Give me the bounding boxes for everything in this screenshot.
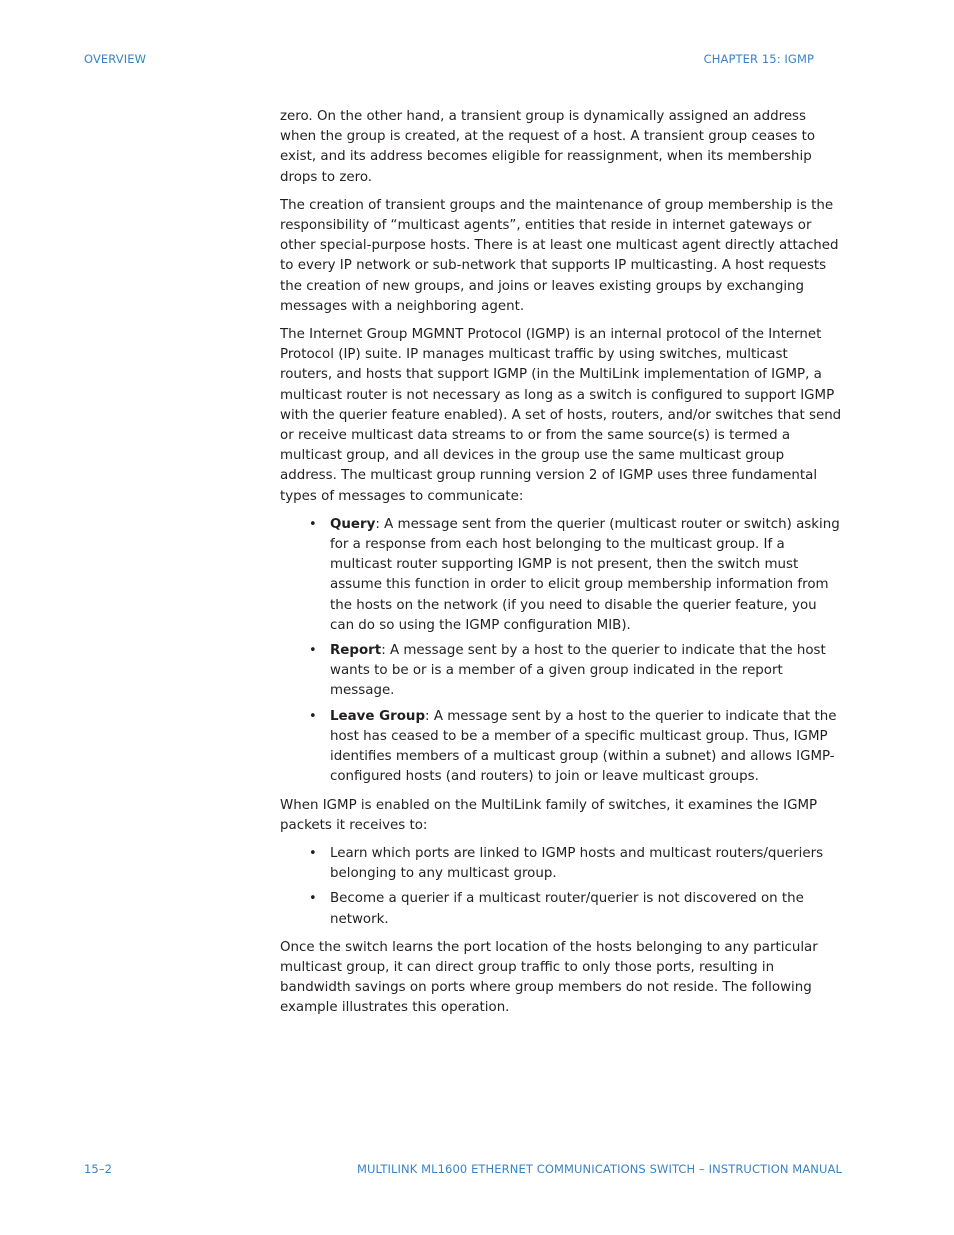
paragraph: zero. On the other hand, a transient group is dynamically assigned an address when the group is created, at the request of a host. A transient group ceases to exist, and its address becomes eligible for reassignment, when its membership drops to zero.	[280, 109, 816, 185]
term-report: Report	[330, 643, 382, 659]
running-header-section: OVERVIEW	[84, 52, 147, 66]
term-description: : A message sent by a host to the querier to indicate that the host wants to be or is a member of a given group indicated in the report message.	[330, 643, 826, 699]
paragraph: The Internet Group MGMNT Protocol (IGMP) is an internal protocol of the Internet Protocol (IP) suite. IP manages multicast traffic by using switches, multicast routers, and hosts that support IGMP (in the MultiLink implementation of IGMP, a multicast router is not necessary as long as a switch is configured to support IGMP with the querier feature enabled). A set of hosts, routers, and/or switches that send or receive multicast data streams to or from the same source(s) is termed a multicast group, and all devices in the group use the same multicast group address. The multicast group running version 2 of IGMP uses three fundamental types of messages to communicate:	[280, 327, 842, 504]
igmp-message-types-list	[280, 515, 844, 788]
list-item: • Learn which ports are linked to IGMP hosts and multicast routers/queriers belonging to any multicast group.	[330, 844, 844, 884]
page-number: 15–2	[84, 1162, 113, 1176]
list-item	[330, 641, 844, 702]
list-item	[330, 515, 844, 636]
term-description: : A message sent by a host to the querier to indicate that the host has ceased to be a member of a specific multicast group. Thus, IGMP identifies members of a multicast group (within a subnet) and allows IGMP-configured hosts (and routers) to join or leave multicast groups.	[330, 708, 837, 785]
running-header-chapter: CHAPTER 15: IGMP	[703, 52, 814, 66]
manual-title: MULTILINK ML1600 ETHERNET COMMUNICATIONS SWITCH – INSTRUCTION MANUAL	[356, 1162, 842, 1176]
term-leave-group: Leave Group	[330, 708, 426, 724]
list-item	[330, 707, 844, 788]
paragraph: The creation of transient groups and the maintenance of group membership is the responsibility of “multicast agents”, entities that reside in internet gateways or other special-purpose hosts. There is at least one multicast agent directly attached to every IP network or sub-network that supports IP multicasting. A host requests the creation of new groups, and joins or leaves existing groups by exchanging messages with a neighboring agent.	[280, 197, 839, 314]
list-item: • Become a querier if a multicast router/querier is not discovered on the network.	[330, 889, 844, 929]
term-description: : A message sent from the querier (multicast router or switch) asking for a response from each host belonging to the multicast group. If a multicast router supporting IGMP is not present, then the switch must assume this function in order to elicit group membership information from the hosts on the network (if you need to disable the querier feature, you can do so using the IGMP configuration MIB).	[330, 516, 840, 633]
paragraph: Once the switch learns the port location of the hosts belonging to any particular multicast group, it can direct group traffic to only those ports, resulting in bandwidth savings on ports where group members do not reside. The following example illustrates this operation.	[280, 939, 818, 1016]
igmp-actions-list	[280, 844, 844, 930]
term-query: Query	[330, 516, 376, 532]
paragraph: When IGMP is enabled on the MultiLink family of switches, it examines the IGMP packets it receives to:	[280, 797, 818, 833]
page-body	[280, 107, 844, 1027]
